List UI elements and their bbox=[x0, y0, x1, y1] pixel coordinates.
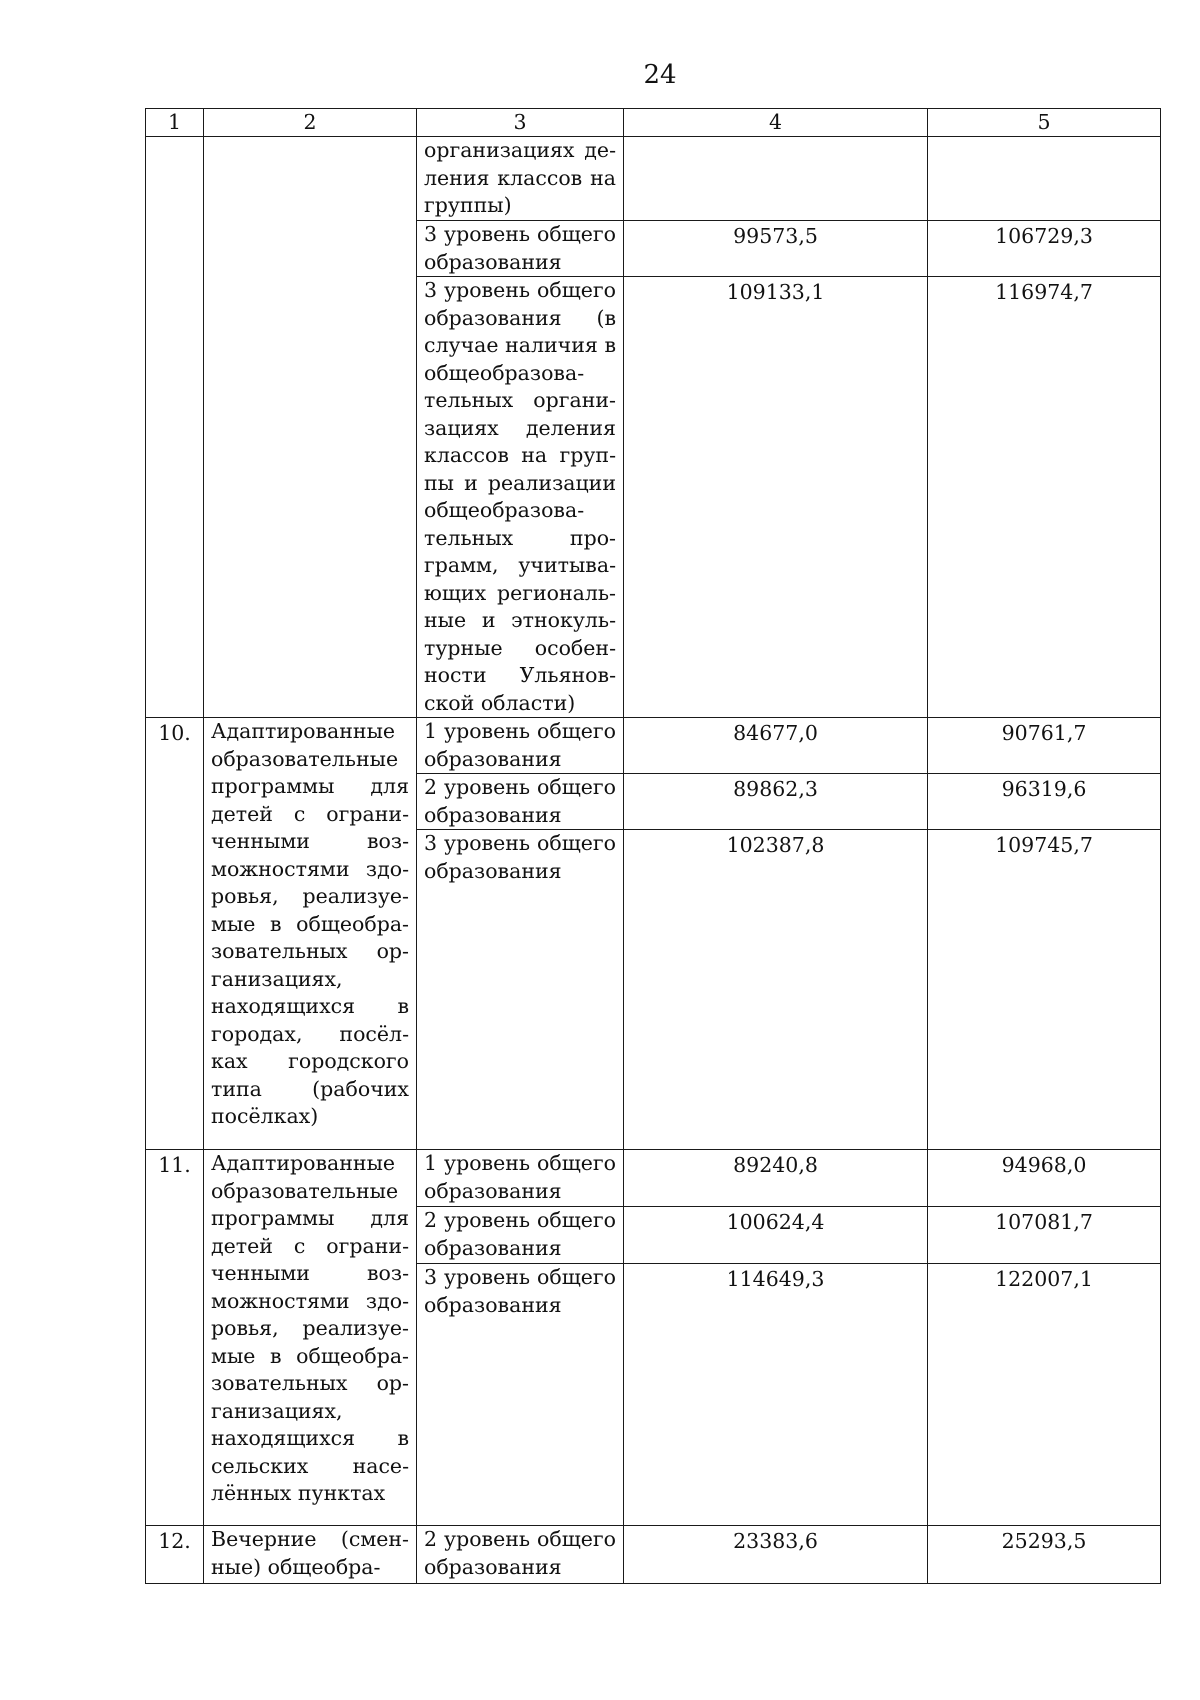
level-cell: 1 уровень общего образования bbox=[417, 1150, 624, 1207]
row-number-cell: 12. bbox=[146, 1526, 204, 1584]
value-col5: 106729,3 bbox=[928, 221, 1161, 277]
table-row bbox=[146, 1526, 1161, 1584]
level-cell: 3 уровень общего образования (в случае наличия в общеобразова- тельных органи- зациях деления классов на груп- пы и реализации общеобразова- тельных про- грамм, учитыва- ющих региональ- ные и этнокуль- турные особен- ности Ульянов- ской области) bbox=[417, 277, 624, 718]
level-cell: 2 уровень общего образования bbox=[417, 1207, 624, 1264]
program-cell bbox=[204, 137, 417, 718]
value-col4: 102387,8 bbox=[624, 830, 928, 1150]
value-col4: 84677,0 bbox=[624, 718, 928, 774]
value-col5: 107081,7 bbox=[928, 1207, 1161, 1264]
level-cell: 1 уровень общего образования bbox=[417, 718, 624, 774]
tariff-table bbox=[145, 108, 1161, 1584]
value-col4 bbox=[624, 137, 928, 221]
header-cell-4: 4 bbox=[624, 109, 928, 137]
value-col5: 25293,5 bbox=[928, 1526, 1161, 1584]
header-cell-2: 2 bbox=[204, 109, 417, 137]
value-col5: 116974,7 bbox=[928, 277, 1161, 718]
level-cell: 2 уровень общего образования bbox=[417, 1526, 624, 1584]
page-number: 24 bbox=[643, 60, 677, 90]
header-cell-3: 3 bbox=[417, 109, 624, 137]
value-col4: 109133,1 bbox=[624, 277, 928, 718]
row-number-cell: 11. bbox=[146, 1150, 204, 1526]
program-cell: Вечерние (смен- ные) общеобра- bbox=[204, 1526, 417, 1584]
value-col4: 114649,3 bbox=[624, 1264, 928, 1526]
header-cell-5: 5 bbox=[928, 109, 1161, 137]
table-row bbox=[146, 1150, 1161, 1207]
value-col4: 23383,6 bbox=[624, 1526, 928, 1584]
value-col4: 89240,8 bbox=[624, 1150, 928, 1207]
value-col4: 89862,3 bbox=[624, 774, 928, 830]
level-cell: 2 уровень общего образования bbox=[417, 774, 624, 830]
level-cell: организациях де- ления классов на группы) bbox=[417, 137, 624, 221]
value-col5: 94968,0 bbox=[928, 1150, 1161, 1207]
value-col4: 100624,4 bbox=[624, 1207, 928, 1264]
value-col5: 122007,1 bbox=[928, 1264, 1161, 1526]
value-col5 bbox=[928, 137, 1161, 221]
level-cell: 3 уровень общего образования bbox=[417, 830, 624, 1150]
value-col4: 99573,5 bbox=[624, 221, 928, 277]
header-cell-1: 1 bbox=[146, 109, 204, 137]
level-cell: 3 уровень общего образования bbox=[417, 1264, 624, 1526]
value-col5: 90761,7 bbox=[928, 718, 1161, 774]
header-row bbox=[146, 109, 1161, 137]
row-number-cell: 10. bbox=[146, 718, 204, 1150]
program-cell: Адаптированные образовательные программы для детей с ограни- ченными воз- можностями здо- ровья, реализуе- мые в общеобра- зовательных ор- ганизациях, находящихся в городах, посёл- ках городского типа (рабочих посёлках) bbox=[204, 718, 417, 1150]
program-cell: Адаптированные образовательные программы для детей с ограни- ченными воз- можностями здо- ровья, реализуе- мые в общеобра- зовательных ор- ганизациях, находящихся в сельских насе- лённых пунктах bbox=[204, 1150, 417, 1526]
value-col5: 109745,7 bbox=[928, 830, 1161, 1150]
row-number-cell bbox=[146, 137, 204, 718]
value-col5: 96319,6 bbox=[928, 774, 1161, 830]
level-cell: 3 уровень общего образования bbox=[417, 221, 624, 277]
table-row bbox=[146, 137, 1161, 221]
table-row bbox=[146, 718, 1161, 774]
